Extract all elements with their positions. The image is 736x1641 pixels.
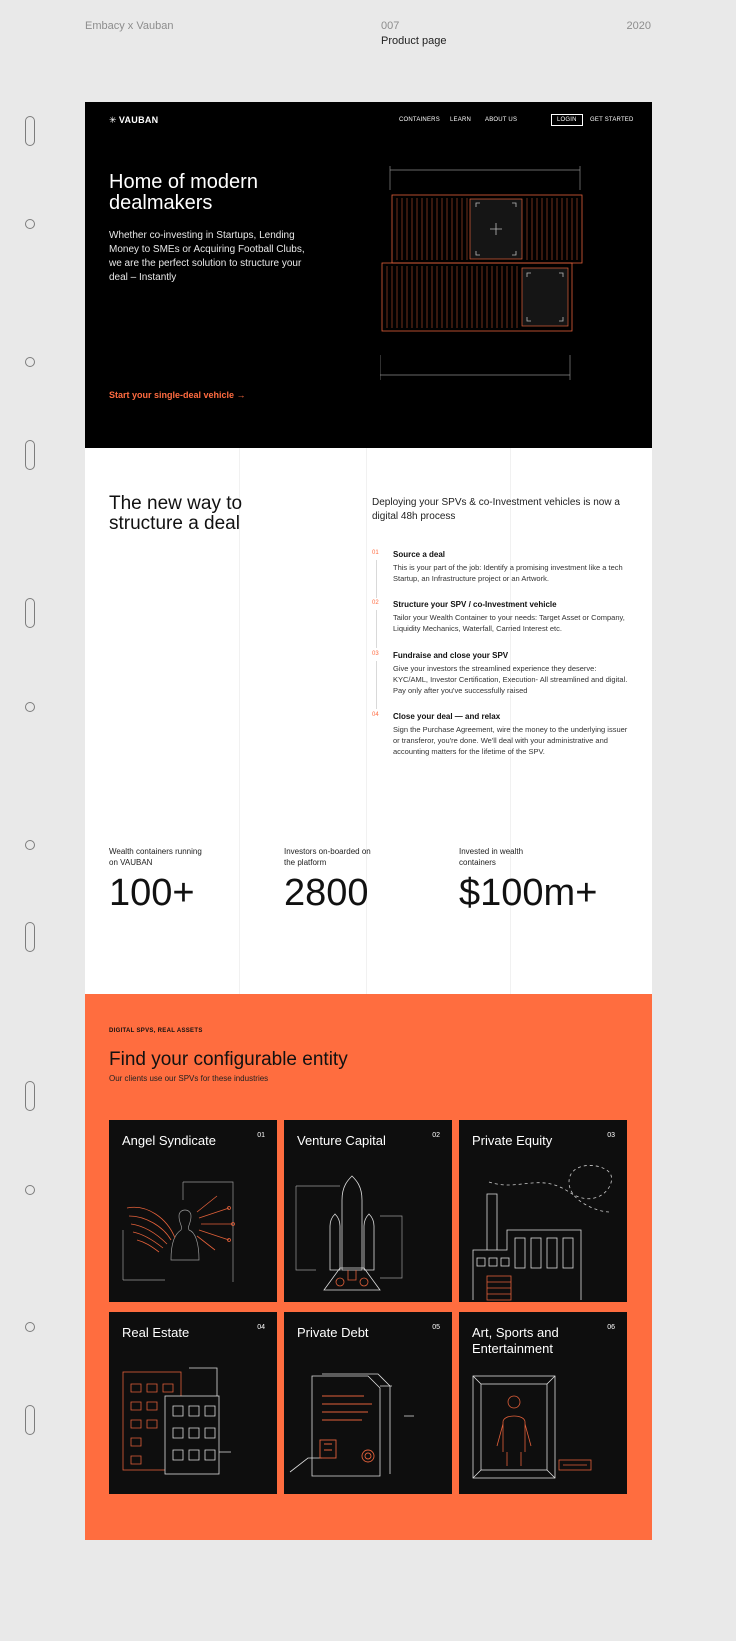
asterisk-icon: ✳ — [109, 115, 117, 125]
card-number: 06 — [607, 1324, 615, 1331]
logo-text: VAUBAN — [118, 115, 159, 125]
binder-hole — [25, 219, 35, 229]
stat-label: Invested in wealth containers — [459, 847, 524, 867]
hero-description: Whether co-investing in Startups, Lending Money to SMEs or Acquiring Football Clubs, we are the perfect solution to structure your deal – Instantly — [109, 230, 305, 283]
binder-hole — [25, 357, 35, 367]
structure-intro: Deploying your SPVs & co-Investment vehicles is now a digital 48h process — [372, 497, 620, 522]
step-description: Tailor your Wealth Container to your needs: Target Asset or Company, Liquidity Mechanics, Waterfall, Carried Interest etc. — [393, 613, 625, 633]
entity-card-angel-syndicate[interactable] — [109, 1120, 277, 1302]
step-number: 02 — [372, 600, 379, 606]
nav-item-containers[interactable]: CONTAINERS — [399, 117, 440, 123]
step-description: Sign the Purchase Agreement, wire the money to the underlying issuer or transferor, you're done. We'll deal with your administrative and accounting matters for the lifetime of the SPV. — [393, 725, 628, 756]
stat-label: Wealth containers running on VAUBAN — [109, 847, 202, 867]
card-title: Angel Syndicate — [122, 1133, 216, 1148]
start-vehicle-link[interactable]: Start your single-deal vehicle → — [109, 390, 246, 400]
step-description: This is your part of the job: Identify a promising investment like a tech Startup, an Infrastructure project or an Artwork. — [393, 563, 623, 583]
step-connector — [376, 560, 377, 598]
entity-card-private-debt[interactable] — [284, 1312, 452, 1494]
card-title: Private Equity — [472, 1133, 553, 1148]
step-description: Give your investors the streamlined experience they deserve: KYC/AML, Investor Certification, Execution- All streamlined and digital. Pay only after you've successfully raised — [393, 664, 628, 695]
structure-section — [85, 448, 652, 994]
vauban-logo[interactable] — [109, 115, 158, 126]
step-title: Fundraise and close your SPV — [393, 651, 509, 660]
nav-item-about-us[interactable]: ABOUT US — [485, 117, 518, 123]
stat-block — [109, 846, 269, 914]
presentation-client: Embacy x Vauban — [85, 20, 174, 32]
binder-hole — [25, 1322, 35, 1332]
step-number: 04 — [372, 712, 379, 718]
stat-value: 2800 — [284, 872, 369, 914]
binder-hole — [25, 1405, 35, 1435]
hero-section — [85, 102, 652, 448]
stat-block — [459, 846, 619, 914]
stat-value: 100+ — [109, 872, 195, 914]
binder-hole — [25, 922, 35, 952]
entity-card-art-sports-entertainment[interactable] — [459, 1312, 627, 1494]
step-title: Source a deal — [393, 550, 446, 559]
step-number: 03 — [372, 651, 379, 657]
step-connector — [376, 610, 377, 648]
card-number: 04 — [257, 1324, 265, 1331]
card-title: Art, Sports and Entertainment — [472, 1325, 559, 1356]
card-title: Venture Capital — [297, 1133, 386, 1148]
card-number: 03 — [607, 1132, 615, 1139]
entity-card-private-equity[interactable] — [459, 1120, 627, 1302]
step-item — [372, 600, 632, 650]
card-number: 01 — [257, 1132, 265, 1139]
stat-block — [284, 846, 444, 914]
card-title: Real Estate — [122, 1325, 190, 1340]
presentation-header — [85, 20, 651, 60]
presentation-slide-number: 007 — [381, 20, 400, 32]
card-number: 05 — [432, 1324, 440, 1331]
entity-card-real-estate[interactable] — [109, 1312, 277, 1494]
presentation-slide-title: Product page — [381, 35, 447, 47]
binder-hole — [25, 840, 35, 850]
binder-hole — [25, 598, 35, 628]
binder-hole — [25, 702, 35, 712]
containers-illustration — [380, 165, 620, 425]
stat-label: Investors on-boarded on the platform — [284, 847, 371, 867]
presentation-year: 2020 — [626, 20, 651, 32]
step-item — [372, 712, 632, 772]
card-title: Private Debt — [297, 1325, 369, 1340]
login-button[interactable]: LOGIN — [551, 114, 583, 126]
step-connector — [376, 661, 377, 709]
get-started-button[interactable]: GET STARTED — [590, 117, 634, 123]
binder-hole — [25, 1081, 35, 1111]
binder-hole — [25, 1185, 35, 1195]
step-number: 01 — [372, 550, 379, 556]
binder-hole — [25, 116, 35, 146]
hero-title: Home of modern dealmakers — [109, 171, 258, 214]
step-item — [372, 550, 632, 600]
section-kicker: DIGITAL SPVS, REAL ASSETS — [109, 1028, 203, 1034]
stat-value: $100m+ — [459, 872, 598, 914]
step-title: Structure your SPV / co-Investment vehicle — [393, 600, 557, 609]
entity-card-venture-capital[interactable] — [284, 1120, 452, 1302]
entities-subtitle: Our clients use our SPVs for these industries — [109, 1074, 269, 1083]
nav-item-learn[interactable]: LEARN — [450, 117, 472, 123]
entities-section — [85, 994, 652, 1540]
step-title: Close your deal — and relax — [393, 712, 501, 721]
structure-title: The new way to structure a deal — [109, 493, 243, 534]
card-number: 02 — [432, 1132, 440, 1139]
entities-title: Find your configurable entity — [109, 1049, 348, 1070]
binder-hole — [25, 440, 35, 470]
product-page — [85, 102, 652, 1540]
step-item — [372, 651, 632, 711]
